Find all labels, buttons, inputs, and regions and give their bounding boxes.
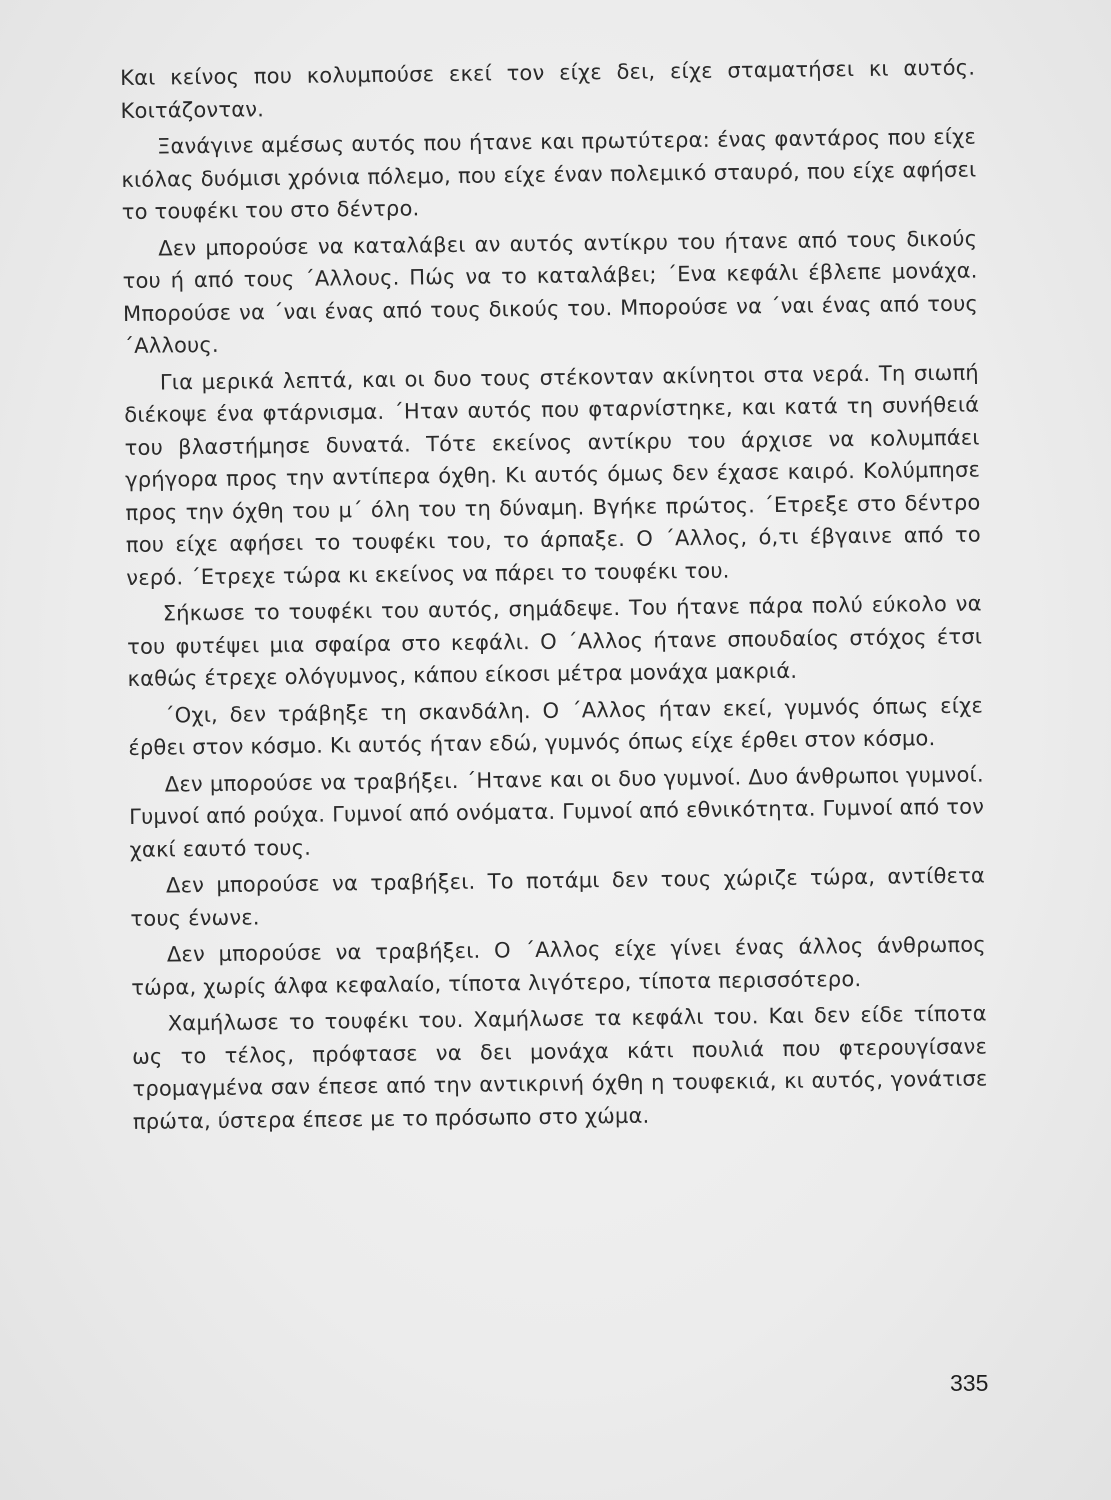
paragraph-7: Δεν μπορούσε να τραβήξει. ΄Ητανε και οι δυο γυμνοί. Δυο άνθρωποι γυμνοί. Γυμνοί από ρούχα. Γυμνοί από ονόματα. Γυμνοί από εθνικότητα. Γυμνοί από τον χακί εαυτό τους. — [129, 762, 985, 862]
paragraph-5: Σήκωσε το τουφέκι του αυτός, σημάδεψε. Του ήτανε πάρα πολύ εύκολο να του φυτέψει μια σφαίρα στο κεφάλι. Ο ΄Αλλος ήτανε σπουδαίος στόχος έτσι καθώς έτρεχε ολόγυμνος, κάπου είκοσι μέτρα μονάχα μακριά. — [126, 591, 983, 691]
paragraph-6: ΄Οχι, δεν τράβηξε τη σκανδάλη. Ο ΄Αλλος ήταν εκεί, γυμνός όπως είχε έρθει στον κόσμο. Κι αυτός ήταν εδώ, γυμνός όπως είχε έρθει στον κόσμο. — [128, 693, 984, 760]
paragraph-3: Δεν μπορούσε να καταλάβει αν αυτός αντίκρυ του ήτανε από τους δικούς του ή από τους ΄Αλλους. Πώς να το καταλάβει; ΄Ενα κεφάλι έβλεπε μονάχα. Μπορούσε να ΄ναι ένας από τους δικούς του. Μπορούσε να ΄ναι ένας από τους ΄Αλλους. — [122, 226, 979, 358]
paragraph-2: Ξανάγινε αμέσως αυτός που ήτανε και πρωτύτερα: ένας φαντάρος που είχε κιόλας δυόμισι χρόνια πόλεμο, που είχε έναν πολεμικό σταυρό, που είχε αφήσει το τουφέκι του στο δέντρο. — [121, 124, 977, 224]
paragraph-4: Για μερικά λεπτά, και οι δυο τους στέκονταν ακίνητοι στα νερά. Τη σιωπή διέκοψε ένα φτάρνισμα. ΄Ηταν αυτός που φταρνίστηκε, και κατά τη συνήθειά του βλαστήμησε δυνατά. Τότε εκείνος αντίκρυ του άρχισε να κολυμπάει γρήγορα προς την αντίπερα όχθη. Κι αυτός όμως δεν έχασε καιρό. Κολύμπησε προς την όχθη του μ΄ όλη του τη δύναμη. Βγήκε πρώτος. ΄Ετρεξε στο δέντρο που είχε αφήσει το τουφέκι του, το άρπαξε. Ο ΄Αλλος, ό,τι έβγαινε από το νερό. ΄Ετρεχε τώρα κι εκείνος να πάρει το τουφέκι του. — [124, 360, 981, 590]
page-number: 335 — [950, 1370, 989, 1396]
paragraph-10: Χαμήλωσε το τουφέκι του. Χαμήλωσε τα κεφάλι του. Και δεν είδε τίποτα ως το τέλος, πρόφτασε να δει μονάχα κάτι πουλιά που φτερουγίσανε τρομαγμένα σαν έπεσε από την αντικρινή όχθη η τουφεκιά, κι αυτός, γονάτισε πρώτα, ύστερα έπεσε με το πρόσωπο στο χώμα. — [132, 1001, 988, 1134]
paragraph-1: Και κείνος που κολυμπούσε εκεί τον είχε δει, είχε σταματήσει κι αυτός. Κοιτάζονταν. — [120, 55, 976, 123]
body-text — [120, 52, 988, 1138]
paragraph-8: Δεν μπορούσε να τραβήξει. Το ποτάμι δεν τους χώριζε τώρα, αντίθετα τους ένωνε. — [130, 863, 986, 931]
paragraph-9: Δεν μπορούσε να τραβήξει. Ο ΄Αλλος είχε γίνει ένας άλλος άνθρωπος τώρα, χωρίς άλφα κεφαλαίο, τίποτα λιγότερο, τίποτα περισσότερο. — [131, 932, 986, 1000]
